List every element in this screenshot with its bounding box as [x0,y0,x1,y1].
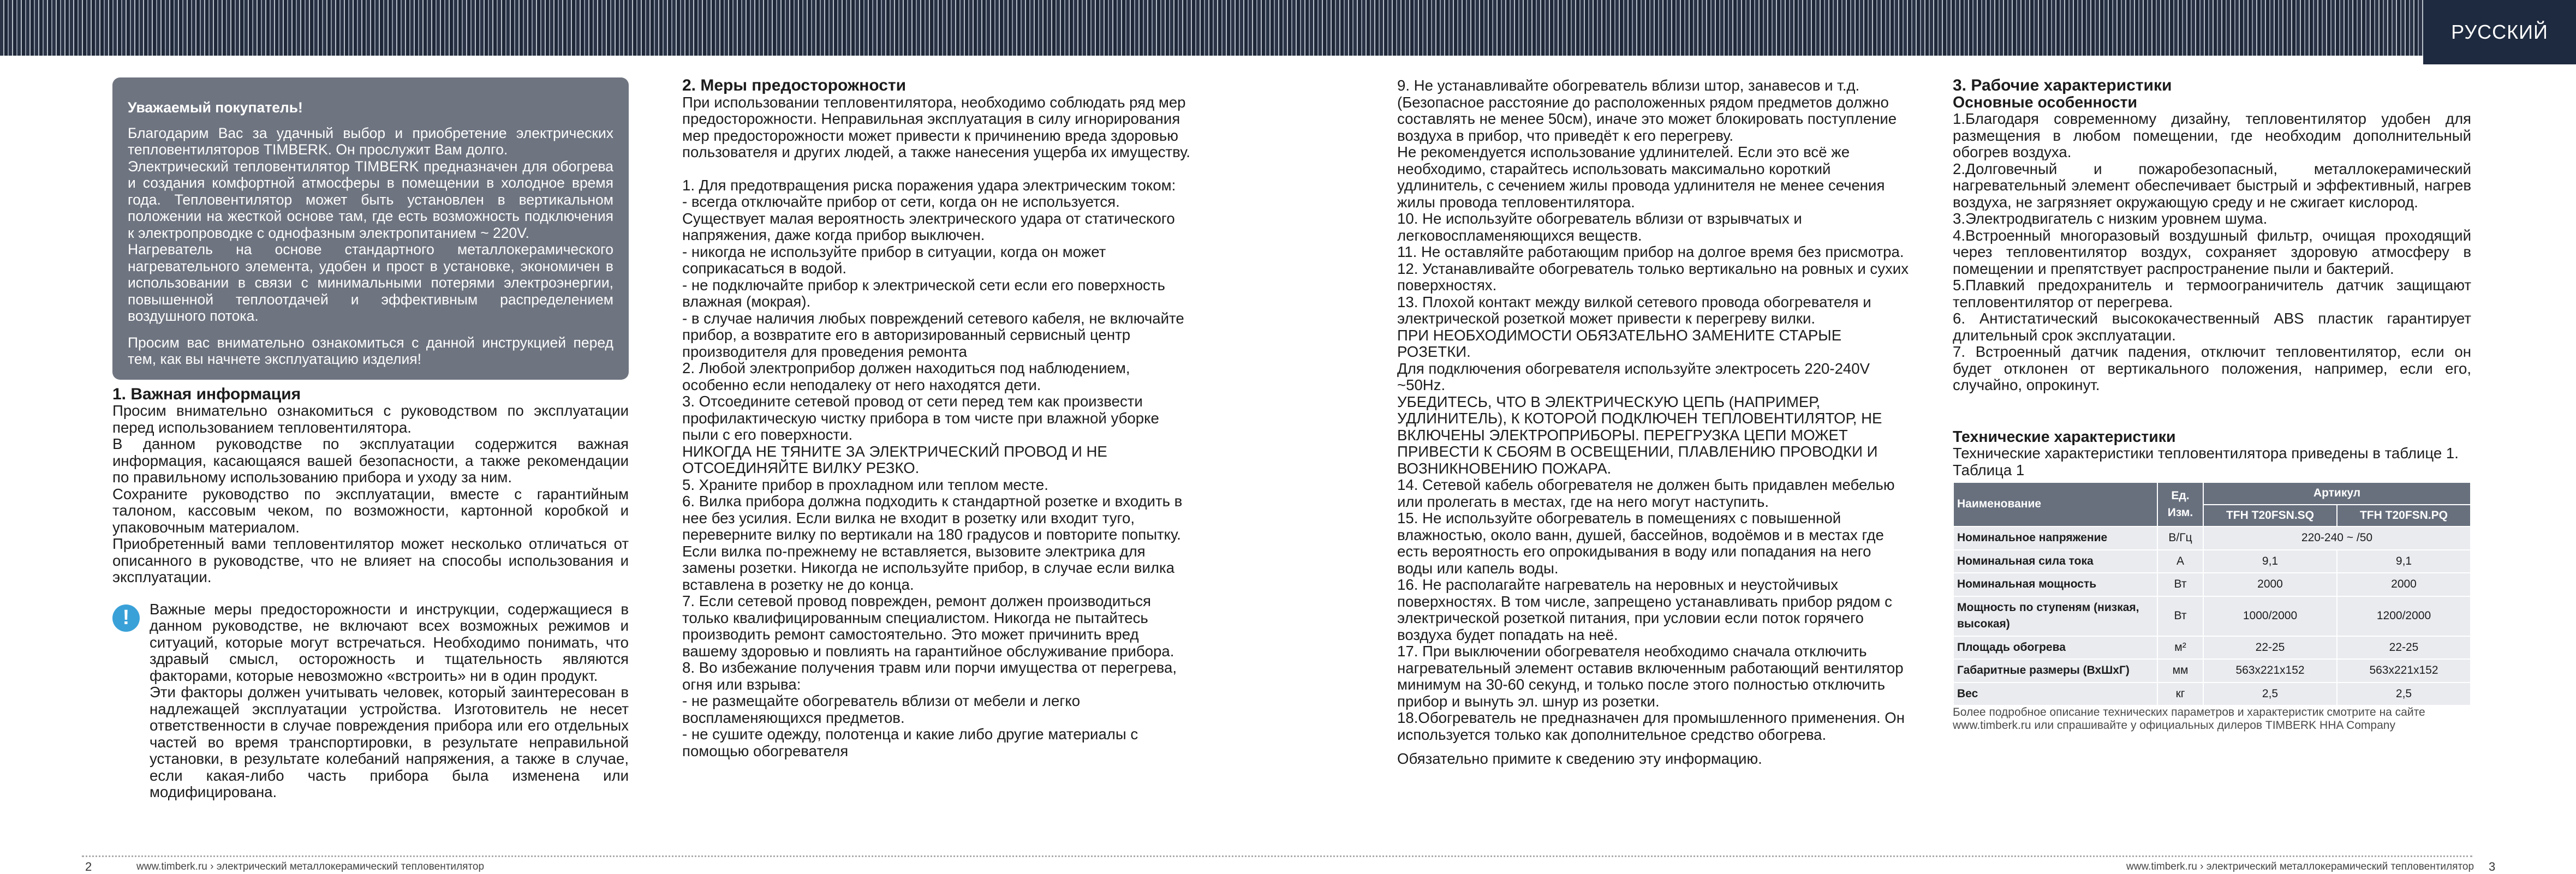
row-value: 220-240 ~ /50 [2203,526,2471,550]
list-item: 15. Не используйте обогреватель в помещениях с повышенной влажностью, около ванн, душей, бассейнов, водоёмов и в местах где есть вероятность его опрокидывания в воду или попадания на него воды или капель воды. [1397,510,1884,577]
row-value: 9,1 [2203,550,2337,573]
footer-site-left: www.timberk.ru › электрический металлокерамический тепловентилятор [136,861,485,872]
column-3 [1397,77,1910,768]
page-number-left: 2 [85,860,92,873]
list-item: 11. Не оставляйте работающим прибор на долгое время без присмотра. [1397,243,1904,260]
tech-title: Технические характеристики [1953,428,2176,446]
row-unit: м² [2157,636,2203,660]
row-name: Площадь обогрева [1953,636,2157,660]
table-header-model: TFH T20FSN.SQ [2203,505,2337,527]
table-row [1953,659,2471,683]
row-unit: В/Гц [2157,526,2203,550]
feature-item: 6. Антистатический высококачественный ABS пластик гарантирует длительный срок эксплуатации. [1953,310,2471,344]
list-item: Не рекомендуется использование удлинителей. Если это всё же необходимо, старайтесь использовать максимально короткий удлинитель, с сечением жилы провода удлинителя не менее сечения жилы провода тепловентилятора. [1397,143,1885,211]
list-item: УБЕДИТЕСЬ, ЧТО В ЭЛЕКТРИЧЕСКУЮ ЦЕПЬ (НАПРИМЕР, УДЛИНИТЕЛЬ), К КОТОРОЙ ПОДКЛЮЧЕН ТЕПЛОВЕНТИЛЯТОР, НЕ ВКЛЮЧЕНЫ ЭЛЕКТРОПРИБОРЫ. ПЕРЕГРУЗКА ЦЕПИ МОЖЕТ ПРИВЕСТИ К СБОЯМ В ОСВЕЩЕНИИ, ПЛАВЛЕНИЮ ПРОВОДКИ И ВОЗНИКНОВЕНИЮ ПОЖАРА. [1397,393,1882,477]
page-number-right: 3 [2489,860,2496,873]
specs-table [1953,482,2471,706]
list-item: - никогда не используйте прибор в ситуации, когда он может соприкасаться в водой. [682,243,1106,277]
feature-item: 1.Благодаря современному дизайну, тепловентилятор удобен для размещения в любом помещении, где необходим дополнительный обогрев воздуха. [1953,110,2471,160]
column-1 [112,77,629,801]
list-item: 2. Любой электроприбор должен находиться под наблюдением, особенно если неподалеку от него находятся дети. [682,360,1130,393]
row-name: Вес [1953,683,2157,706]
customer-notice-box [112,77,629,380]
row-unit: А [2157,550,2203,573]
row-name: Номинальная мощность [1953,573,2157,596]
list-item: 9. Не устанавливайте обогреватель вблизи штор, занавесов и т.д. (Безопасное расстояние до расположенных рядом предметов должно составлять не менее 50см), иначе это может блокировать поступление воздуха в прибор, что приведёт к его перегреву. [1397,77,1897,144]
notice-paragraph: Электрический тепловентилятор TIMBERK предназначен для обогрева и создания комфортной атмосферы в помещении в холодное время года. Тепловентилятор может быть установлен в вертикальном положении на жесткой основе там, где есть возможность подключения к электропроводке с однофазным электропитанием ~ 220V. [128,158,613,241]
row-value: 2000 [2337,573,2471,596]
footer-divider [82,855,2472,857]
closing-note: Обязательно примите к сведению эту информацию. [1397,750,1762,767]
column-4 [1953,77,2471,732]
table-footnote: Более подробное описание технических параметров и характеристик смотрите на сайте www.timberk.ru или спрашивайте у официальных дилеров TIMBERK HHA Company [1953,706,2425,732]
row-value: 1200/2000 [2337,596,2471,636]
notice-paragraph: Просим вас внимательно ознакомиться с данной инструкцией перед тем, как вы начнете эксплуатацию изделия! [128,334,613,367]
list-item: 5. Храните прибор в прохладном или теплом месте. [682,476,1048,493]
row-value: 2000 [2203,573,2337,596]
list-item: - в случае наличия любых повреждений сетевого кабеля, не включайте прибор, а возвратите его в авторизированный сервисный центр производителя для проведения ремонта [682,309,1184,360]
row-name: Габаритные размеры (ВхШхГ) [1953,659,2157,683]
tech-intro: Технические характеристики тепловентилятора приведены в таблице 1. [1953,445,2459,462]
footer-site-right: www.timberk.ru › электрический металлокерамический тепловентилятор [2126,861,2474,872]
paragraph: Просим внимательно ознакомиться с руководством по эксплуатации перед использованием тепловентилятора. [112,402,629,436]
row-value: 22-25 [2337,636,2471,660]
row-unit: Вт [2157,573,2203,596]
row-name: Номинальная сила тока [1953,550,2157,573]
list-item: 10. Не используйте обогреватель вблизи от взрывчатых и легковоспламеняющихся веществ. [1397,210,1802,244]
table-header-unit: Ед. Изм. [2157,482,2203,526]
list-item: - всегда отключайте прибор от сети, когда он не используется. Существует малая вероятность электрического удара от статического напряжения, даже когда прибор выключен. [682,193,1175,243]
section-2-title: 2. Меры предосторожности [682,76,907,94]
table-header-model: TFH T20FSN.PQ [2337,505,2471,527]
table-row [1953,636,2471,660]
row-value: 2,5 [2203,683,2337,706]
paragraph: Приобретенный вами тепловентилятор может несколько отличаться от описанного в руководстве, что не влияет на способы использования и эксплуатации. [112,535,629,585]
table-row [1953,596,2471,636]
row-value: 563х221х152 [2203,659,2337,683]
row-value: 1000/2000 [2203,596,2337,636]
column-2 [682,77,1195,759]
list-item: 12. Устанавливайте обогреватель только вертикально на ровных и сухих поверхностях. [1397,260,1909,294]
warning-block [112,601,629,801]
row-unit: кг [2157,683,2203,706]
list-item: - не подключайте прибор к электрической сети если его поверхность влажная (мокрая). [682,276,1165,310]
paragraph: Сохраните руководство по эксплуатации, вместе с гарантийным талоном, кассовым чеком, по возможности, картонной коробкой и упаковочным материалом. [112,485,629,536]
feature-item: 3.Электродвигатель с низким уровнем шума. [1953,210,2268,227]
warning-paragraph: Эти факторы должен учитывать человек, который заинтересован в надлежащей эксплуатации устройства. Изготовитель не несет ответственности в случае повреждения прибора или его отдельных частей во время транспортировки, в результате неправильной установки, в результате колебаний напряжения, а также в случае, если какая-либо часть прибора была изменена или модифицирована. [150,684,629,800]
exclamation-icon: ! [112,604,140,632]
table-row [1953,683,2471,706]
feature-item: 2.Долговечный и пожаробезопасный, металлокерамический нагревательный элемент обеспечивает быстрый и эффективный, нагрев воздуха, не загрязняет окружающую среду и не сжигает кислород. [1953,160,2471,211]
row-value: 9,1 [2337,550,2471,573]
paragraph: В данном руководстве по эксплуатации содержится важная информация, касающаяся вашей безопасности, а также рекомендации по правильному использованию прибора и уходу за ним. [112,435,629,486]
features-subtitle: Основные особенности [1953,93,2138,111]
row-unit: Вт [2157,596,2203,636]
row-value: 563х221х152 [2337,659,2471,683]
row-value: 22-25 [2203,636,2337,660]
list-item: 17. При выключении обогревателя необходимо сначала отключить нагревательный элемент оставив включенным работающий вентилятор минимум на 30-60 секунд, и только после этого полностью отключить прибор и вынуть эл. шнур из розетки. [1397,643,1904,710]
list-item: ПРИ НЕОБХОДИМОСТИ ОБЯЗАТЕЛЬНО ЗАМЕНИТЕ СТАРЫЕ РОЗЕТКИ. [1397,326,1842,360]
notice-paragraph: Нагреватель на основе стандартного металлокерамического нагревательного элемента, удобен и прост в установке, экономичен в использовании в связи с минимальными потерями электроэнергии, повышенной теплоотдачей и эффективным распределением воздушного потока. [128,241,613,324]
header-stripe-bar [0,0,2576,56]
table-row [1953,550,2471,573]
list-item: 18.Обогреватель не предназначен для промышленного применения. Он используется только как дополнительное средство обогрева. [1397,709,1905,743]
list-item: 8. Во избежание получения травм или порчи имущества от перегрева, огня или взрыва: [682,659,1177,693]
row-name: Мощность по ступеням (низкая, высокая) [1953,596,2157,636]
warning-paragraph: Важные меры предосторожности и инструкции, содержащиеся в данном руководстве, не включают всех возможных режимов и ситуаций, которые могут встречаться. Необходимо понимать, что здравый смысл, осторожность и тщательность являются факторами, которые невозможно «встроить» ни в один продукт. [150,600,629,684]
notice-title: Уважаемый покупатель! [128,99,303,116]
list-item: НИКОГДА НЕ ТЯНИТЕ ЗА ЭЛЕКТРИЧЕСКИЙ ПРОВОД И НЕ ОТСОЕДИНЯЙТЕ ВИЛКУ РЕЗКО. [682,442,1107,476]
list-item: - не сушите одежду, полотенца и какие либо другие материалы с помощью обогревателя [682,726,1138,759]
table-header-article: Артикул [2203,482,2471,505]
list-item: 3. Отсоедините сетевой провод от сети перед тем как произвести профилактическую чистку прибора в том чисте при влажной уборке пыли с его поверхности. [682,393,1159,443]
list-item: Для подключения обогревателя используйте электросеть 220-240V ~50Hz. [1397,360,1870,393]
row-value: 2,5 [2337,683,2471,706]
table-header-name: Наименование [1953,482,2157,526]
list-item: 7. Если сетевой провод поврежден, ремонт должен производиться только квалифицированным специалистом. Никогда не пытайтесь производить ремонт самостоятельно. Это может причинить вред вашему здоровью и повлиять на гарантийное обслуживание прибора. [682,592,1174,660]
row-unit: мм [2157,659,2203,683]
list-item: 1. Для предотвращения риска поражения удара электрическим током: [682,176,1176,194]
section-3-title: 3. Рабочие характеристики [1953,76,2172,94]
table-row [1953,526,2471,550]
list-item: 14. Сетевой кабель обогревателя не должен быть придавлен мебелью или пролегать в местах, где на него могут наступить. [1397,476,1895,510]
list-item: 16. Не располагайте нагреватель на неровных и неустойчивых поверхностях. В том числе, запрещено устанавливать прибор рядом с электрической розеткой питания, при условии если поток горячего воздуха будет попадать на неё. [1397,576,1892,643]
list-item: - не размещайте обогреватель вблизи от мебели и легко воспламеняющихся предметов. [682,692,1081,726]
section-1-title: 1. Важная информация [112,385,301,403]
table-label: Таблица 1 [1953,461,2025,478]
paragraph: При использовании тепловентилятора, необходимо соблюдать ряд мер предосторожности. Неправильная эксплуатация в силу игнорирования мер предосторожности может привести к причинению вреда здоровью пользователя и других людей, а также нанесения ущерба их имуществу. [682,93,1190,160]
list-item: 6. Вилка прибора должна подходить к стандартной розетке и входить в нее без усилия. Если вилка не входит в розетку или входит туго, переверните вилку по вертикали на 180 градусов и повторите попытку. Если вилка по-прежнему не вставляется, вызовите электрика для замены розетки. Никогда не используйте прибор, в случае если вилка вставлена в розетку не до конца. [682,493,1183,593]
feature-item: 4.Встроенный многоразовый воздушный фильтр, очищая проходящий через тепловентилятор воздух, сохраняет здоровую атмосферу в помещении и препятствует распространение пыли и бактерий. [1953,226,2471,277]
feature-item: 5.Плавкий предохранитель и термоограничитель датчик защищают тепловентилятор от перегрева. [1953,277,2471,310]
notice-paragraph: Благодарим Вас за удачный выбор и приобретение электрических тепловентиляторов TIMBERK. Он прослужит Вам долго. [128,124,613,158]
language-tab: РУССКИЙ [2423,0,2576,64]
table-row [1953,573,2471,596]
list-item: 13. Плохой контакт между вилкой сетевого провода обогревателя и электрической розеткой может привести к перегреву вилки. [1397,293,1871,327]
feature-item: 7. Встроенный датчик падения, отключит тепловентилятор, если он будет отклонен от вертикального положения, например, если его, случайно, опрокинут. [1953,343,2471,393]
row-name: Номинальное напряжение [1953,526,2157,550]
